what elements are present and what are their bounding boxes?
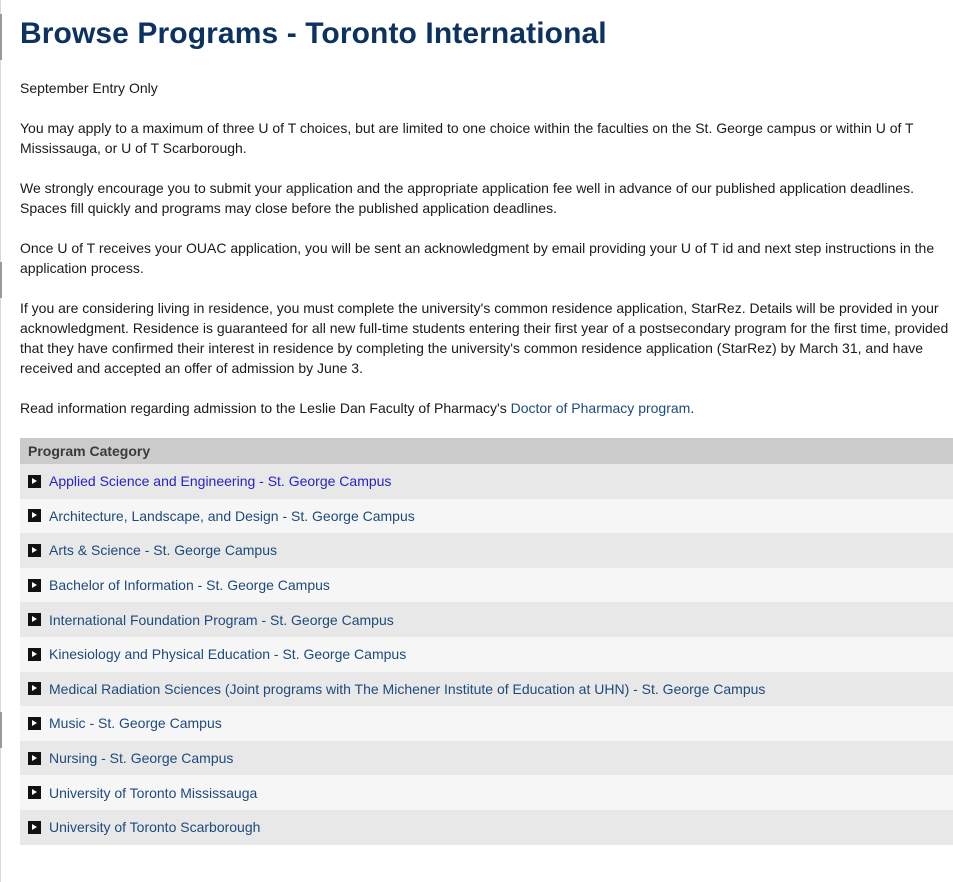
program-row-medical-radiation[interactable] bbox=[20, 672, 953, 707]
program-link[interactable]: Nursing - St. George Campus bbox=[49, 750, 234, 767]
expand-arrow-icon[interactable] bbox=[28, 682, 41, 695]
expand-arrow-icon[interactable] bbox=[28, 613, 41, 626]
expand-arrow-icon[interactable] bbox=[28, 717, 41, 730]
expand-arrow-icon[interactable] bbox=[28, 509, 41, 522]
ouac-paragraph: Once U of T receives your OUAC application, you will be sent an acknowledgment by email providing your U of T id and next step instructions in the application process. bbox=[20, 240, 935, 276]
entry-note: September Entry Only bbox=[20, 80, 158, 96]
expand-arrow-icon[interactable] bbox=[28, 752, 41, 765]
program-row-kinesiology[interactable] bbox=[20, 637, 953, 672]
expand-arrow-icon[interactable] bbox=[28, 544, 41, 557]
page-title: Browse Programs - Toronto International bbox=[20, 17, 607, 50]
program-link[interactable]: Architecture, Landscape, and Design - St. George Campus bbox=[49, 507, 415, 524]
residence-paragraph: If you are considering living in residence, you must complete the university's common residence application, StarRez. Details will be provided in your acknowledgment. Residence is guaranteed for all new full-time students entering their first year of a postsecondary program for the first time, provided that they have confirmed their interest in residence by completing the university's common residence application (StarRez) by March 31, and have received and accepted an offer of admission by June 3. bbox=[20, 300, 949, 376]
expand-arrow-icon[interactable] bbox=[28, 475, 41, 488]
program-row-nursing[interactable] bbox=[20, 741, 953, 776]
program-row-information[interactable] bbox=[20, 568, 953, 603]
left-border-rule bbox=[0, 0, 1, 882]
program-row-foundation[interactable] bbox=[20, 602, 953, 637]
left-border-mark bbox=[0, 712, 2, 748]
deadlines-paragraph: We strongly encourage you to submit your application and the appropriate application fee well in advance of our published application deadlines. Spaces fill quickly and programs may close before the published application deadlines. bbox=[20, 180, 914, 216]
program-link[interactable]: Medical Radiation Sciences (Joint programs with The Michener Institute of Education at UHN) - St. George Campus bbox=[49, 680, 766, 697]
expand-arrow-icon[interactable] bbox=[28, 786, 41, 799]
program-row-mississauga[interactable] bbox=[20, 775, 953, 810]
program-link[interactable]: University of Toronto Mississauga bbox=[49, 784, 258, 801]
program-link[interactable]: Bachelor of Information - St. George Campus bbox=[49, 577, 330, 594]
pharmacy-suffix: . bbox=[690, 400, 695, 416]
program-link[interactable]: Applied Science and Engineering - St. George Campus bbox=[49, 473, 392, 490]
program-row-music[interactable] bbox=[20, 706, 953, 741]
program-row-architecture[interactable] bbox=[20, 499, 953, 534]
pharmacy-paragraph bbox=[20, 398, 953, 418]
program-row-arts-science[interactable] bbox=[20, 533, 953, 568]
choices-paragraph: You may apply to a maximum of three U of T choices, but are limited to one choice within the faculties on the St. George campus or within U of T Mississauga, or U of T Scarborough. bbox=[20, 120, 914, 156]
left-border-mark bbox=[0, 14, 2, 60]
doctor-of-pharmacy-link[interactable]: Doctor of Pharmacy program bbox=[510, 400, 691, 416]
program-link[interactable]: Kinesiology and Physical Education - St. George Campus bbox=[49, 646, 407, 663]
pharmacy-prefix: Read information regarding admission to the Leslie Dan Faculty of Pharmacy's bbox=[20, 400, 511, 416]
expand-arrow-icon[interactable] bbox=[28, 648, 41, 661]
table-header: Program Category bbox=[20, 438, 953, 464]
program-link[interactable]: Music - St. George Campus bbox=[49, 715, 222, 732]
program-link[interactable]: International Foundation Program - St. George Campus bbox=[49, 611, 394, 628]
expand-arrow-icon[interactable] bbox=[28, 579, 41, 592]
program-category-table bbox=[20, 438, 953, 845]
program-link[interactable]: Arts & Science - St. George Campus bbox=[49, 542, 277, 559]
program-row-scarborough[interactable] bbox=[20, 810, 953, 845]
expand-arrow-icon[interactable] bbox=[28, 821, 41, 834]
program-row-applied-science[interactable] bbox=[20, 464, 953, 499]
program-link[interactable]: University of Toronto Scarborough bbox=[49, 819, 261, 836]
main-content bbox=[20, 0, 953, 845]
left-border-mark bbox=[0, 262, 2, 298]
